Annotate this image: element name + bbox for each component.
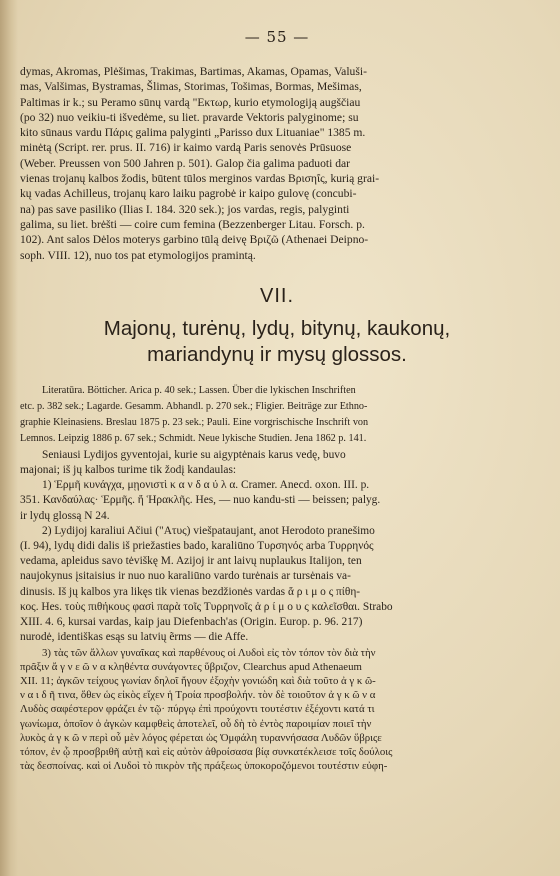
text-line: mas, Valšimas, Bystramas, Šlimas, Storimas, Tošimas, Bormas, Mešimas, [20,80,362,94]
intro-paragraph [20,64,534,263]
literature-line: graphie Kleinasiens. Breslau 1875 p. 23 sek.; Pauli. Eine vorgrischische Inschrift von [20,416,369,428]
text-line: na) pas save pasiliko (Ilias I. 184. 320 sek.); jos vardas, regis, palyginti [20,202,350,216]
chapter-title-line: Majonų, turėnų, lydų, bitynų, kaukonų, [103,316,451,340]
text-line: τόπον, ἐν ᾧ προσβριθῆ αὐτῇ καὶ εἰς αὐτὸν ἀθροίσασα βίᾳ συνκατέκλεισε τοῖς δούλοις [20,745,393,758]
text-line: τὰς δεσποίνας. καὶ οἱ Λυδοὶ τὸ πικρὸν τῆς πράξεως ὑποκοροζόμενοι τουτέστιν εὐφη- [20,760,388,773]
text-line: kų vadas Achilleus, trojanų karo laiku pagrobė ir kaipo gulovę (concubi- [20,187,357,201]
text-line: κος. Hes. τοὺς πιθήκους φασὶ παρὰ τοῖς Τυρρηνοῖς ἀ ρ ί μ ο υ ς καλεῖσθαι. Strabo [20,600,393,613]
chapter-title-line: mariandynų ir mysų glossos. [147,342,407,366]
literature-block [20,384,534,445]
text-line: vienas trojanų kalbos žodis, būtent tūlos merginos vardas Βρισηΐς, kurią grai- [20,172,380,186]
body-text [20,448,534,773]
literature-line: Literatūra. Bötticher. Arica p. 40 sek.; Lassen. Über die lykischen Inschriften [42,384,356,396]
text-line: Paltimas ir k.; su Peramo sūnų vardą "Εκτωρ, kurio etymologiją augščiau [20,95,361,109]
text-line: naujokynus įsitaisius ir nuo nuo karaliūno vardo turėnais ar tursėnais va- [20,570,351,583]
text-line: 1) Ἑρμῆ κυνάγχα, μῃονιστὶ κ α ν δ α ύ λ α. Cramer. Anecd. oxon. III. p. [42,479,370,492]
text-line: πρᾶξιν ἄ γ ν ε ῶ ν α κληθέντα συνάγοντες ὕβριζον, Clearchus apud Athenaeum [20,660,362,673]
chapter-title [20,316,534,368]
text-line: majonai; iš jų kalbos turime tik žodį kandaulas: [20,464,237,477]
text-line: XIII. 4. 6, kursai vardas, kaip jau Diefenbach'as (Origin. Europ. p. 96. 217) [20,616,363,629]
literature-line: etc. p. 382 sek.; Lagarde. Gesamm. Abhandl. p. 270 sek.; Fligier. Beiträge zur Ethno- [20,400,368,412]
page-number: — 55 — [244,28,310,46]
text-line: ν α ι δ ῆ τινα, ὅθεν ὡς εἰκὸς εἴχεν ἡ Τροία προσβολήν. τὸν δὲ τοιοῦτον ἀ γ κ ῶ ν α [20,689,376,702]
text-line: minėtą (Script. rer. prus. II. 716) ir kaimo vardą Paris senovės Prūsuose [20,141,352,155]
text-line: galima, su liet. brėšti — coire cum femina (Bezzenberger Litau. Forsch. p. [20,217,365,231]
text-line: 102). Ant salos Dėlos moterys garbino tūlą deivę Βριζῶ (Athenaei Deipno- [20,233,369,247]
text-line: dinusis. Iš jų kalbos yra likęs tik vienas bezdžionės vardas ἄ ρ ι μ ο ς πίθη- [20,585,361,598]
literature-line: Lemnos. Leipzig 1886 p. 67 sek.; Schmidt. Neue lykische Studien. Jena 1862 p. 141. [20,432,367,444]
text-line: Seniausi Lydijos gyventojai, kurie su aigyptėnais karus vedę, buvo [42,448,346,461]
text-line: λυκὸς ἀ γ κ ῶ ν περὶ οὗ μὲν λόγος φέρεται ὡς Ὀμφάλη τυραννήσασα Λυδῶν ὕβριςε [20,731,382,744]
text-line: soph. VIII. 12), nuo tos pat etymologijos pramintą. [20,248,256,262]
text-line: Λυδὸς σαφέστερον φράζει ἐν τῷ· πύργῳ ἐπὶ προύχοντι τουτέστιν ἐξέχοντι κατά τι [20,703,375,716]
text-line: γωνίωμα, ὁποῖον ὁ ἀγκὼν καμφθεὶς ἀποτελεῖ, οὗ δὴ τὸ ἐντὸς παροιμίαν ποιεῖ τὴν [20,717,372,730]
text-line: ir lydų glossą N 24. [20,509,110,522]
text-line: vedama, apleidus savo tėviškę M. Azijoj ir ant laivų nuplaukus Italijon, ten [20,555,362,568]
text-line: 2) Lydijoj karaliui Ačiui ("Ατυς) viešpataujant, anot Herodoto pranešimo [42,524,375,537]
chapter-number: VII. [259,284,294,307]
text-line: (I. 94), lydų didi dalis iš priežasties bado, karaliūno Τυρσηνός arba Τυρρηνός [20,540,374,553]
page-edge-shadow [0,0,18,876]
text-line: nurodė, identiškas esąs su latvių ẽrms — die Affe. [20,631,249,644]
text-line: (Weber. Preussen von 500 Jahren p. 501). Galop čia galima paduoti dar [20,156,351,170]
text-line: kito sūnaus vardu Πάρις galima palyginti „Parisso dux Lituaniae" 1385 m. [20,126,366,140]
text-line: 351. Κανδαύλας· Ἑρμῆς. ἤ Ἡρακλῆς. Hes, — nuo kandu-sti — beissen; palyg. [20,494,381,507]
text-line: (po 32) nuo veikiu-ti išvedėme, su liet. pravarde Vektoris palyginome; su [20,110,359,124]
text-line: XII. 11; ἀγκῶν τείχους γωνίαν δηλοῖ ἤγουν ἐξοχὴν γονιώδη καὶ διὰ τοῦτο ἀ γ κ ῶ- [20,674,376,687]
text-line: dymas, Akromas, Plėšimas, Trakimas, Bartimas, Akamas, Opamas, Valuši- [20,65,367,78]
text-line: 3) τὰς τῶν ἄλλων γυναῖκας καὶ παρθένους οἱ Λυδοὶ εἰς τὸν τόπον τὸν διὰ τὴν [42,646,376,659]
